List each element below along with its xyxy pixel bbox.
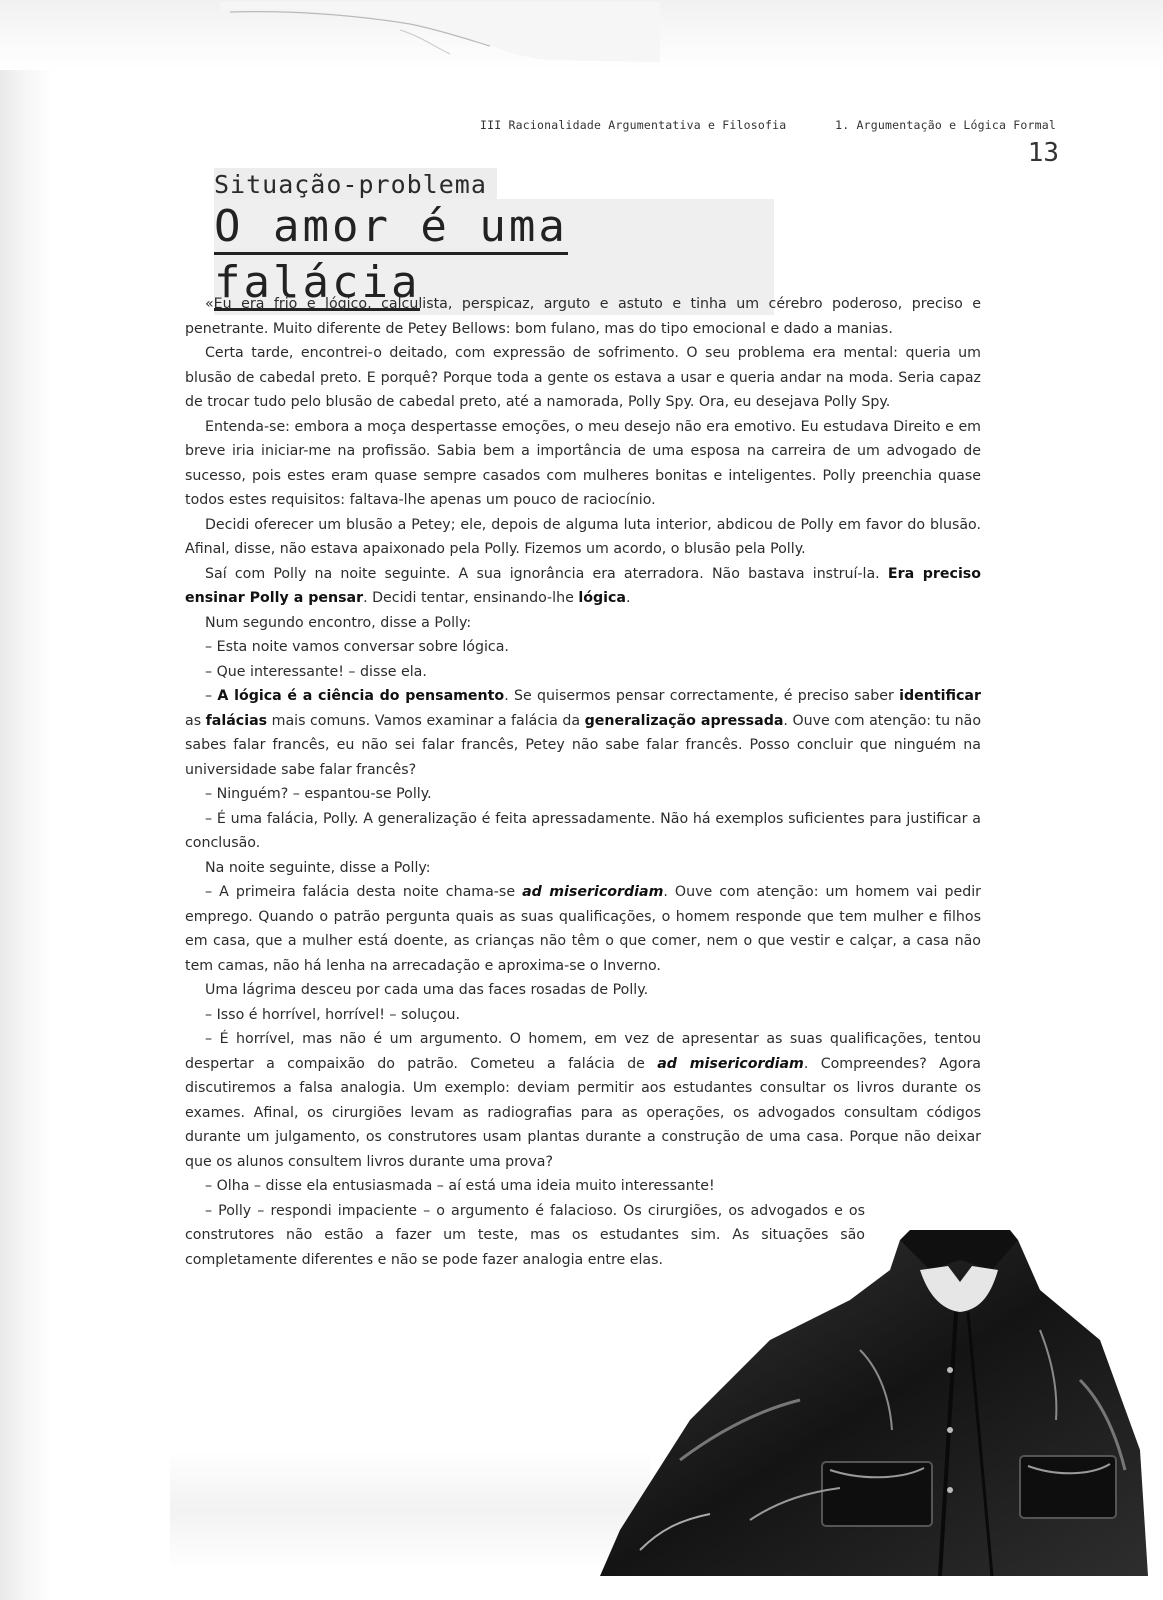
scan-left-shadow [0, 0, 52, 1600]
emphasis-text: generalização apressada [584, 712, 784, 729]
story-paragraph [185, 562, 981, 611]
story-paragraph [185, 415, 981, 513]
paragraph-text: – Olha – disse ela entusiasmada – aí está uma ideia muito interessante! [205, 1178, 715, 1194]
emphasis-text: ad misericordiam [522, 884, 664, 900]
story-paragraph [185, 292, 981, 341]
paragraph-text: – Que interessante! – disse ela. [205, 663, 427, 680]
story-paragraph [185, 782, 981, 807]
story-paragraph [185, 807, 981, 856]
kicker-label: Situação-problema [214, 168, 497, 199]
emphasis-text: ad misericordiam [657, 1055, 804, 1072]
story-paragraph [185, 684, 981, 782]
paragraph-text: – É horrível, mas não é um argumento. O homem, em vez de apresentar as suas qualificações, tentou despertar a compaixão do patrão. Cometeu a falácia de [185, 1031, 981, 1072]
paragraph-text: Saí com Polly na noite seguinte. A sua ignorância era aterradora. Não bastava instruí-la. [205, 565, 888, 582]
story-paragraph [185, 513, 981, 562]
paragraph-text: – Polly – respondi impaciente – o argumento é falacioso. Os cirurgiões, os advogados e os construtores não estão a fazer um teste, mas os estudantes sim. As situações são completamente diferentes e não se pode fazer analogia entre elas. [185, 1202, 865, 1268]
paragraph-text: – A primeira falácia desta noite chama-se [205, 884, 523, 900]
paragraph-text: Certa tarde, encontrei-o deitado, com expressão de sofrimento. O seu problema era mental: queria um blusão de cabedal preto. E porquê? Porque toda a gente os estava a usar e queria andar na moda. Seria capaz de trocar tudo pelo blusão de cabedal preto, até a namorada, Polly Spy. Ora, eu desejava Polly Spy. [185, 345, 981, 410]
paragraph-text: – [205, 688, 218, 704]
paragraph-text: . Ouve com atenção: um homem vai pedir emprego. Quando o patrão pergunta quais as suas qualificações, o homem responde que tem mulher e filhos em casa, que a mulher está doente, as crianças não têm o que comer, nem o que vestir e calçar, a casa não tem camas, não há lenha na arrecadação e aproxima-se o Inverno. [185, 884, 981, 974]
story-paragraph [185, 1027, 981, 1174]
story-paragraph [185, 611, 981, 636]
scan-bottom-shadow [170, 1450, 650, 1570]
paragraph-text: Uma lágrima desceu por cada uma das faces rosadas de Polly. [205, 982, 649, 998]
paragraph-text: – É uma falácia, Polly. A generalização é feita apressadamente. Não há exemplos suficientes para justificar a conclusão. [185, 810, 981, 851]
page-title-text: O amor é uma falácia [214, 201, 568, 311]
story-paragraph [185, 856, 981, 881]
paragraph-text: . Se quisermos pensar correctamente, é preciso saber [504, 688, 900, 704]
paragraph-text: mais comuns. Vamos examinar a falácia da [267, 712, 585, 729]
emphasis-text: falácias [205, 712, 268, 729]
story-paragraph [185, 660, 981, 685]
chapter-label: III Racionalidade Argumentativa e Filosofia [480, 118, 787, 132]
paragraph-text: Entenda-se: embora a moça despertasse emoções, o meu desejo não era emotivo. Eu estudava Direito e em breve iria iniciar-me na profissão. Sabia bem a importância de uma esposa na carreira de um advogado de sucesso, pois estes eram quase sempre casados com mulheres bonitas e inteligentes. Polly preenchia quase todos estes requisitos: faltava-lhe apenas um pouco de raciocínio. [185, 418, 981, 508]
story-paragraph [185, 978, 981, 1003]
paragraph-text: as [185, 712, 206, 729]
emphasis-text: A lógica é a ciência do pensamento [217, 688, 505, 704]
paragraph-text: . Decidi tentar, ensinando-lhe [363, 590, 579, 606]
story-paragraph [185, 341, 981, 415]
paragraph-text: «Eu era frio e lógico, calculista, perspicaz, arguto e astuto e tinha um cérebro poderoso, preciso e penetrante. Muito diferente de Petey Bellows: bom fulano, mas do tipo emocional e dado a manias. [185, 296, 981, 337]
story-paragraph [185, 1174, 981, 1199]
emphasis-text: Era preciso ensinar Polly a pensar [185, 565, 981, 606]
page-number: 13 [1027, 138, 1059, 168]
paragraph-text: – Ninguém? – espantou-se Polly. [205, 786, 432, 802]
paragraph-text: . Compreendes? Agora discutiremos a falsa analogia. Um exemplo: deviam permitir aos estudantes consultar os livros durante os exames. Afinal, os cirurgiões levam as radiografias para as operações, os advogados consultam códigos durante um julgamento, os construtores usam plantas durante a construção de uma casa. Porque não deixar que os alunos consultem livros durante uma prova? [185, 1055, 981, 1170]
paragraph-text: Num segundo encontro, disse a Polly: [205, 614, 472, 631]
emphasis-text: identificar [899, 688, 981, 704]
story-paragraph [185, 635, 981, 660]
story-paragraph [185, 880, 981, 978]
paragraph-text: . [625, 590, 631, 606]
story-text [185, 292, 981, 1272]
section-label: 1. Argumentação e Lógica Formal [835, 118, 1056, 132]
paragraph-text: . Ouve com atenção: tu não sabes falar francês, eu não sei falar francês, Petey não sabe falar francês. Posso concluir que ninguém na universidade sabe falar francês? [185, 712, 982, 778]
paragraph-text: – Esta noite vamos conversar sobre lógica. [205, 639, 509, 655]
paper-tear-decoration [220, 2, 660, 62]
paragraph-text: Na noite seguinte, disse a Polly: [205, 859, 431, 876]
paragraph-text: Decidi oferecer um blusão a Petey; ele, depois de alguma luta interior, abdicou de Polly em favor do blusão. Afinal, disse, não estava apaixonado pela Polly. Fizemos um acordo, o blusão pela Polly. [185, 516, 981, 557]
leather-jacket-illustration [600, 1230, 1148, 1576]
story-paragraph [185, 1003, 981, 1028]
emphasis-text: lógica [578, 590, 626, 606]
paragraph-text: – Isso é horrível, horrível! – soluçou. [205, 1006, 461, 1023]
